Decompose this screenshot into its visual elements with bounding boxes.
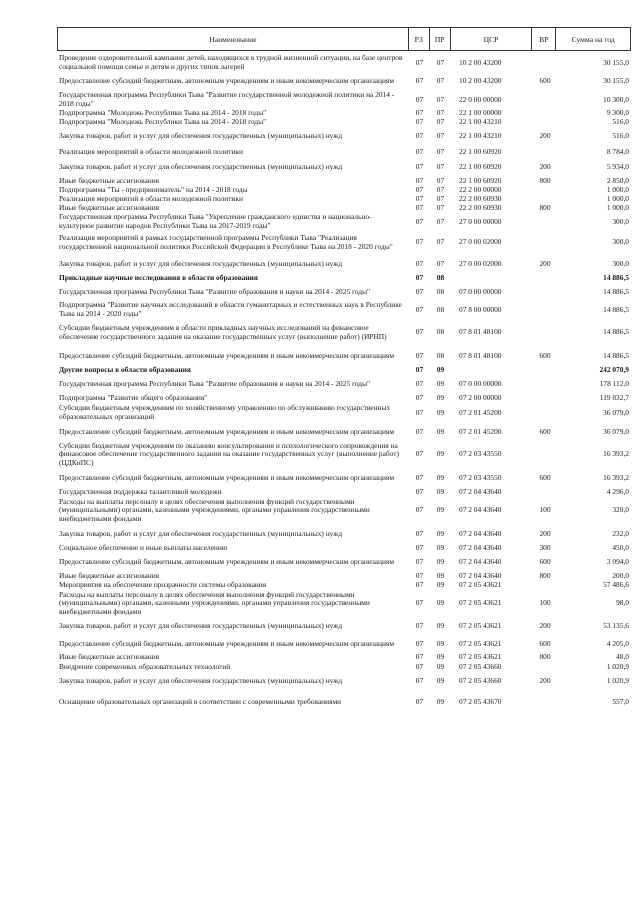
row-sum: 4 205,0 xyxy=(606,638,629,648)
row-pr: 08 xyxy=(436,286,445,296)
row-vr xyxy=(533,441,557,468)
row-name: Подпрограмма "Ты - предприниматель" на 2014 - 2018 годы xyxy=(59,185,248,195)
row-vr xyxy=(533,118,557,127)
row-name: Прикладные научные исследования в области образования xyxy=(59,272,258,282)
row-vr xyxy=(533,213,557,231)
row-rz: 07 xyxy=(415,258,424,268)
row-vr xyxy=(533,186,557,195)
row-csr: 07 2 03 43550 xyxy=(459,449,502,459)
row-pr: 09 xyxy=(436,407,445,417)
row-name: Предоставление субсидий бюджетным, автономным учреждениям и иным некоммерческим организациям xyxy=(59,638,395,648)
row-vr: 200 xyxy=(539,675,551,685)
row-rz: 07 xyxy=(415,286,424,296)
header-vr: ВР xyxy=(532,28,556,50)
row-name: Реализация мероприятий в области молодежной политики xyxy=(59,146,243,156)
row-name: Закупка товаров, работ и услуг для обеспечения государственных (муниципальных) нужд xyxy=(59,528,343,538)
row-csr: 22 1 00 60920 xyxy=(459,175,502,185)
table-row xyxy=(57,423,631,441)
row-csr: 22 2 00 60930 xyxy=(459,203,502,213)
row-name: Субсидии бюджетным учреждениям по хозяйственному управлению по обслуживанию государственных образовательных организаций xyxy=(59,403,391,421)
row-sum: 232,0 xyxy=(612,528,629,538)
row-sum: 1 000,0 xyxy=(606,203,629,213)
row-vr: 600 xyxy=(539,350,551,360)
row-rz: 07 xyxy=(415,185,424,195)
row-csr: 22 1 00 43210 xyxy=(459,117,502,127)
row-name: Государственная программа Республики Тыва "Развитие образования и науки на 2014 - 2025 годы" xyxy=(59,286,371,296)
header-name: Наименование xyxy=(58,28,409,50)
row-csr: 22 0 00 00000 xyxy=(459,94,502,104)
row-vr xyxy=(533,146,557,158)
table-row xyxy=(57,469,631,487)
table-row xyxy=(57,441,631,468)
table-row xyxy=(57,672,631,690)
row-sum: 9 300,0 xyxy=(606,108,629,118)
table-row xyxy=(57,617,631,635)
row-pr: 07 xyxy=(436,258,445,268)
table-row xyxy=(57,635,631,653)
row-rz: 07 xyxy=(415,620,424,630)
row-csr: 22 1 00 00000 xyxy=(459,108,502,118)
row-csr: 07 2 05 43670 xyxy=(459,696,502,706)
row-rz: 07 xyxy=(415,216,424,226)
header-csr: ЦСР xyxy=(451,28,533,50)
row-name: Закупка товаров, работ и услуг для обеспечения государственных (муниципальных) нужд xyxy=(59,675,343,685)
table-row xyxy=(57,283,631,301)
row-pr: 09 xyxy=(436,696,445,706)
row-rz: 07 xyxy=(415,327,424,337)
table-row xyxy=(57,118,631,127)
row-name: Внедрение современных образовательных технологий xyxy=(59,661,231,671)
row-csr: 07 2 04 43640 xyxy=(459,542,502,552)
row-vr: 200 xyxy=(539,130,551,140)
row-csr: 22 1 00 60920 xyxy=(459,146,502,156)
row-rz: 07 xyxy=(415,364,424,374)
row-sum: 53 135,6 xyxy=(603,620,629,630)
row-csr: 10 2 00 43200 xyxy=(459,57,502,67)
row-name: Предоставление субсидий бюджетным, автономным учреждениям и иным некоммерческим организациям xyxy=(59,75,395,85)
row-csr: 27 0 00 02000 xyxy=(459,258,502,268)
row-vr: 800 xyxy=(539,175,551,185)
row-sum: 36 079,0 xyxy=(603,407,629,417)
table-row xyxy=(57,273,631,283)
table-row xyxy=(57,255,631,273)
row-name: Иные бюджетные ассигнования xyxy=(59,652,160,662)
row-name: Предоставление субсидий бюджетным, автономным учреждениям и иным некоммерческим организациям xyxy=(59,426,395,436)
row-rz: 07 xyxy=(415,130,424,140)
table-row xyxy=(57,525,631,543)
row-pr: 07 xyxy=(436,185,445,195)
row-vr xyxy=(533,581,557,590)
row-pr: 08 xyxy=(436,272,445,282)
row-pr: 09 xyxy=(436,449,445,459)
row-csr: 07 2 01 45200 xyxy=(459,426,502,436)
row-sum: 14 886,5 xyxy=(603,327,629,337)
row-name: Социальное обеспечение и иные выплаты населению xyxy=(59,542,228,552)
table-row xyxy=(57,662,631,672)
row-pr: 07 xyxy=(436,194,445,204)
row-name: Предоставление субсидий бюджетным, автономным учреждениям и иным некоммерческим организациям xyxy=(59,556,395,566)
row-rz: 07 xyxy=(415,449,424,459)
row-pr: 07 xyxy=(436,94,445,104)
row-rz: 07 xyxy=(415,426,424,436)
row-vr xyxy=(533,54,557,72)
row-csr: 07 2 01 45200 xyxy=(459,407,502,417)
row-sum: 5 934,0 xyxy=(606,161,629,171)
row-name: Государственная поддержка талантливой молодежи xyxy=(59,486,222,496)
header-sum: Сумма на год xyxy=(571,34,615,44)
table-row xyxy=(57,393,631,404)
row-pr: 07 xyxy=(436,203,445,213)
row-rz: 07 xyxy=(415,108,424,118)
row-csr: 07 2 05 43660 xyxy=(459,675,502,685)
table-row xyxy=(57,653,631,662)
row-csr: 27 0 00 00000 xyxy=(459,216,502,226)
row-name: Иные бюджетные ассигнования xyxy=(59,570,160,580)
row-rz: 07 xyxy=(415,146,424,156)
row-rz: 07 xyxy=(415,542,424,552)
row-sum: 1 020,9 xyxy=(606,661,629,671)
row-sum: 57 486,6 xyxy=(603,580,629,590)
table-row xyxy=(57,213,631,231)
row-sum: 3 094,0 xyxy=(606,556,629,566)
row-name: Реализация мероприятий в рамках государственной программы Республики Тыва "Реализация государственной национальной политики Российской Федерации в Республике Тыва на 2018 - 2020 годы" xyxy=(59,232,393,251)
row-name: Субсидии бюджетным учреждениям по оказанию консультирования и психологического сопровождения на финансовое обеспечение государственного задания на оказание государственных услуг (выполнение работ) (ЦДКиПС) xyxy=(59,440,399,467)
row-rz: 07 xyxy=(415,580,424,590)
row-pr: 07 xyxy=(436,57,445,67)
row-pr: 09 xyxy=(436,486,445,496)
row-sum: 4 296,0 xyxy=(606,486,629,496)
row-rz: 07 xyxy=(415,675,424,685)
row-rz: 07 xyxy=(415,652,424,662)
row-rz: 07 xyxy=(415,407,424,417)
row-pr: 08 xyxy=(436,304,445,314)
row-sum: 98,0 xyxy=(616,598,629,608)
row-vr xyxy=(533,393,557,404)
row-pr: 07 xyxy=(436,130,445,140)
row-csr: 07 0 00 00000 xyxy=(459,286,502,296)
row-vr: 300 xyxy=(539,542,551,552)
row-rz: 07 xyxy=(415,237,424,247)
table-row xyxy=(57,158,631,176)
row-pr: 07 xyxy=(436,161,445,171)
row-csr: 22 1 00 43210 xyxy=(459,130,502,140)
row-rz: 07 xyxy=(415,350,424,360)
row-vr: 600 xyxy=(539,472,551,482)
row-name: Иные бюджетные ассигнования xyxy=(59,203,160,213)
table-row xyxy=(57,319,631,346)
row-rz: 07 xyxy=(415,94,424,104)
row-sum: 1 000,0 xyxy=(606,185,629,195)
row-vr: 600 xyxy=(539,638,551,648)
row-pr: 09 xyxy=(436,472,445,482)
row-name: Оснащение образовательных организаций в соответствии с современными требованиями xyxy=(59,696,342,706)
table-row xyxy=(57,231,631,254)
row-sum: 300,0 xyxy=(612,237,629,247)
row-name: Закупка товаров, работ и услуг для обеспечения государственных (муниципальных) нужд xyxy=(59,620,343,630)
row-csr: 07 2 04 43640 xyxy=(459,505,502,515)
table-row xyxy=(57,497,631,524)
row-csr: 10 2 00 43200 xyxy=(459,75,502,85)
row-name: Подпрограмма "Молодежь Республики Тыва на 2014 - 2018 годы" xyxy=(59,108,267,118)
row-csr: 22 1 00 60920 xyxy=(459,161,502,171)
row-csr: 07 2 05 43621 xyxy=(459,652,502,662)
row-vr xyxy=(533,301,557,319)
row-pr: 09 xyxy=(436,505,445,515)
row-sum: 14 886,5 xyxy=(603,272,629,282)
row-pr: 07 xyxy=(436,146,445,156)
row-vr: 800 xyxy=(539,203,551,213)
row-vr: 200 xyxy=(539,528,551,538)
row-rz: 07 xyxy=(415,696,424,706)
row-pr: 09 xyxy=(436,378,445,388)
row-pr: 07 xyxy=(436,216,445,226)
row-csr: 07 8 00 00000 xyxy=(459,304,502,314)
row-csr: 22 2 00 00000 xyxy=(459,185,502,195)
row-csr: 07 2 05 43621 xyxy=(459,620,502,630)
row-sum: 2 850,0 xyxy=(606,175,629,185)
row-csr: 07 2 04 43640 xyxy=(459,556,502,566)
row-vr: 100 xyxy=(539,598,551,608)
row-name: Проведение оздоровительной кампании детей, находящихся в трудной жизненной ситуации, на базе центров социальной помощи семье и детям и других типов лагерей xyxy=(59,53,403,71)
row-sum: 14 886,5 xyxy=(603,304,629,314)
table-row xyxy=(57,590,631,617)
row-name: Государственная программа Республики Тыва "Укрепление гражданского единства и национально-культурное развитие народов Республики Тыва на 2017-2019 годы" xyxy=(59,212,372,230)
row-vr: 100 xyxy=(539,505,551,515)
row-pr: 09 xyxy=(436,675,445,685)
row-pr: 07 xyxy=(436,108,445,118)
row-vr: 600 xyxy=(539,75,551,85)
row-name: Подпрограмма "Развитие общего образования" xyxy=(59,393,208,403)
row-vr xyxy=(533,375,557,393)
row-csr: 27 0 00 02000 xyxy=(459,237,502,247)
row-vr xyxy=(533,273,557,283)
table-row xyxy=(57,347,631,365)
row-sum: 516,0 xyxy=(612,117,629,127)
row-sum: 557,0 xyxy=(612,696,629,706)
row-sum: 30 155,0 xyxy=(603,57,629,67)
row-pr: 07 xyxy=(436,75,445,85)
row-pr: 07 xyxy=(436,117,445,127)
row-vr: 600 xyxy=(539,426,551,436)
row-name: Другие вопросы в области образования xyxy=(59,364,191,374)
row-rz: 07 xyxy=(415,598,424,608)
row-csr: 07 2 03 43550 xyxy=(459,472,502,482)
table-row xyxy=(57,581,631,590)
row-pr: 07 xyxy=(436,237,445,247)
row-sum: 1 020,9 xyxy=(606,675,629,685)
row-pr: 09 xyxy=(436,580,445,590)
row-sum: 178 112,0 xyxy=(599,378,629,388)
table-row xyxy=(57,301,631,319)
row-pr: 09 xyxy=(436,598,445,608)
row-sum: 242 070,9 xyxy=(599,364,629,374)
row-sum: 30 155,0 xyxy=(603,75,629,85)
row-name: Субсидии бюджетным учреждениям в области прикладных научных исследований на финансовое обеспечение государственного задания на оказание государственных услуг (выполнение работ) (ИРНП) xyxy=(59,322,387,341)
table-row xyxy=(57,54,631,72)
row-pr: 09 xyxy=(436,556,445,566)
row-sum: 36 079,0 xyxy=(603,426,629,436)
row-csr: 07 2 05 43621 xyxy=(459,580,502,590)
row-sum: 516,0 xyxy=(612,130,629,140)
row-vr xyxy=(533,404,557,422)
table-row xyxy=(57,375,631,393)
row-pr: 09 xyxy=(436,528,445,538)
row-rz: 07 xyxy=(415,194,424,204)
row-csr: 07 2 05 43660 xyxy=(459,661,502,671)
row-vr: 800 xyxy=(539,652,551,662)
table-row xyxy=(57,146,631,158)
row-name: Предоставление субсидий бюджетным, автономным учреждениям и иным некоммерческим организациям xyxy=(59,472,395,482)
row-sum: 10 300,0 xyxy=(603,94,629,104)
row-name: Закупка товаров, работ и услуг для обеспечения государственных (муниципальных) нужд xyxy=(59,161,343,171)
table-row xyxy=(57,365,631,375)
row-sum: 200,0 xyxy=(612,570,629,580)
table-row xyxy=(57,91,631,109)
row-pr: 09 xyxy=(436,620,445,630)
row-csr: 22 2 00 60930 xyxy=(459,194,502,204)
row-vr xyxy=(533,283,557,301)
row-csr: 07 8 01 48100 xyxy=(459,327,502,337)
row-vr xyxy=(533,91,557,109)
row-vr xyxy=(533,662,557,672)
row-csr: 07 2 00 00000 xyxy=(459,393,502,403)
row-vr xyxy=(533,487,557,497)
row-rz: 07 xyxy=(415,203,424,213)
row-sum: 8 784,0 xyxy=(606,146,629,156)
row-name: Мероприятия на обеспечение прозрачности системы образования xyxy=(59,580,267,590)
row-sum: 14 886,5 xyxy=(603,286,629,296)
row-name: Расходы на выплаты персоналу в целях обеспечения выполнения функций государственными (муниципальными) органами, казенными учреждениями, органами управления государственными внебюджетными фондами xyxy=(59,589,370,616)
row-sum: 450,0 xyxy=(612,542,629,552)
row-pr: 07 xyxy=(436,175,445,185)
row-name: Закупка товаров, работ и услуг для обеспечения государственных (муниципальных) нужд xyxy=(59,130,343,140)
row-name: Закупка товаров, работ и услуг для обеспечения государственных (муниципальных) нужд xyxy=(59,258,343,268)
table-row xyxy=(57,127,631,145)
row-rz: 07 xyxy=(415,378,424,388)
row-rz: 07 xyxy=(415,661,424,671)
table-row xyxy=(57,404,631,422)
row-sum: 320,0 xyxy=(612,505,629,515)
row-rz: 07 xyxy=(415,570,424,580)
row-csr: 07 2 04 43640 xyxy=(459,486,502,496)
row-rz: 07 xyxy=(415,272,424,282)
row-rz: 07 xyxy=(415,472,424,482)
row-csr: 07 2 05 43621 xyxy=(459,638,502,648)
row-rz: 07 xyxy=(415,57,424,67)
table-row xyxy=(57,487,631,497)
row-rz: 07 xyxy=(415,638,424,648)
row-vr xyxy=(533,109,557,118)
table-row xyxy=(57,693,631,711)
row-sum: 16 393,2 xyxy=(603,449,629,459)
row-sum: 119 832,7 xyxy=(599,393,629,403)
row-vr: 200 xyxy=(539,161,551,171)
row-name: Подпрограмма "Развитие научных исследований в области гуманитарных и естественных наук в Республике Тыва на 2014 - 2020 годы" xyxy=(59,300,402,318)
row-rz: 07 xyxy=(415,175,424,185)
row-name: Подпрограмма "Молодежь Республики Тыва на 2014 - 2018 годы" xyxy=(59,117,267,127)
row-pr: 09 xyxy=(436,393,445,403)
table-header xyxy=(57,27,631,51)
table-row xyxy=(57,72,631,90)
row-vr: 200 xyxy=(539,620,551,630)
row-sum: 48,0 xyxy=(616,652,629,662)
row-rz: 07 xyxy=(415,505,424,515)
row-vr: 800 xyxy=(539,570,551,580)
row-csr: 07 2 05 43621 xyxy=(459,598,502,608)
row-rz: 07 xyxy=(415,393,424,403)
row-name: Иные бюджетные ассигнования xyxy=(59,175,160,185)
row-rz: 07 xyxy=(415,528,424,538)
row-pr: 09 xyxy=(436,661,445,671)
row-name: Государственная программа Республики Тыва "Развитие государственной молодежной политики на 2014 - 2018 годы" xyxy=(59,90,395,108)
row-rz: 07 xyxy=(415,75,424,85)
row-pr: 09 xyxy=(436,652,445,662)
row-rz: 07 xyxy=(415,486,424,496)
row-name: Расходы на выплаты персоналу в целях обеспечения выполнения функций государственными (муниципальными) органами, казенными учреждениями, органами управления государственными внебюджетными фондами xyxy=(59,496,370,523)
row-rz: 07 xyxy=(415,117,424,127)
row-pr: 09 xyxy=(436,364,445,374)
row-name: Предоставление субсидий бюджетным, автономным учреждениям и иным некоммерческим организациям xyxy=(59,350,395,360)
row-csr: 07 8 01 48100 xyxy=(459,350,502,360)
row-pr: 09 xyxy=(436,542,445,552)
row-csr: 07 2 04 43640 xyxy=(459,528,502,538)
row-sum: 14 886,5 xyxy=(603,350,629,360)
row-vr: 200 xyxy=(539,258,551,268)
row-vr xyxy=(533,319,557,346)
row-csr xyxy=(451,273,533,283)
row-pr: 09 xyxy=(436,638,445,648)
row-vr xyxy=(533,231,557,254)
row-pr: 09 xyxy=(436,570,445,580)
row-csr: 07 0 00 00000 xyxy=(459,378,502,388)
row-name: Реализация мероприятий в области молодежной политики xyxy=(59,194,243,204)
budget-table xyxy=(57,27,631,706)
row-csr: 07 2 04 43640 xyxy=(459,570,502,580)
row-sum: 1 000,0 xyxy=(606,194,629,204)
row-pr: 09 xyxy=(436,426,445,436)
header-rz: РЗ xyxy=(409,28,430,50)
row-sum: 16 393,2 xyxy=(603,472,629,482)
table-row xyxy=(57,543,631,553)
row-name: Государственная программа Республики Тыва "Развитие образования и науки на 2014 - 2025 годы" xyxy=(59,378,371,388)
row-pr: 08 xyxy=(436,350,445,360)
row-vr xyxy=(533,365,557,375)
row-sum: 300,0 xyxy=(612,216,629,226)
row-pr: 08 xyxy=(436,327,445,337)
header-pr: ПР xyxy=(430,28,451,50)
row-vr xyxy=(533,693,557,711)
row-rz: 07 xyxy=(415,304,424,314)
row-vr: 600 xyxy=(539,556,551,566)
row-rz: 07 xyxy=(415,556,424,566)
row-sum: 300,0 xyxy=(612,258,629,268)
row-rz: 07 xyxy=(415,161,424,171)
table-row xyxy=(57,553,631,571)
row-csr xyxy=(451,365,533,375)
